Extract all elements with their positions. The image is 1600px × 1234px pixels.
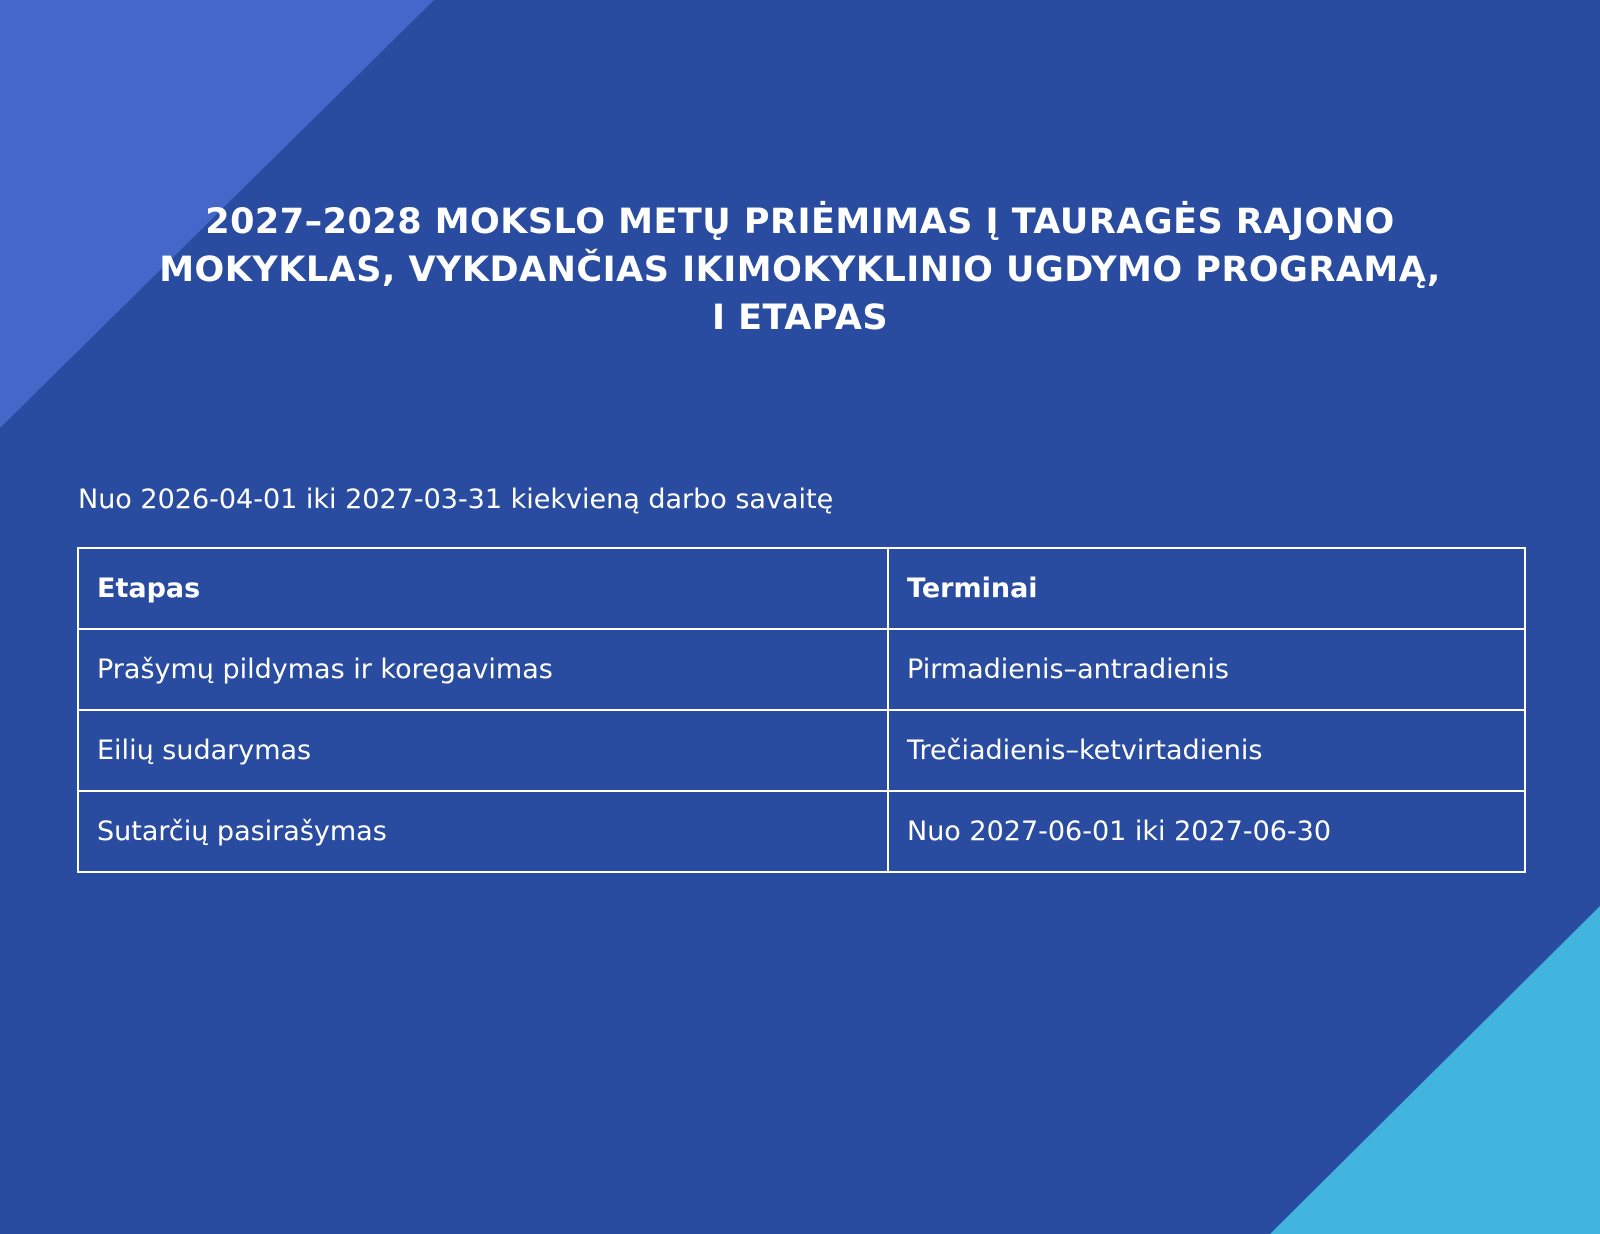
page-title-line-3: I ETAPAS [711,298,889,338]
table-row [78,629,1525,710]
schedule-period-note: Nuo 2026-04-01 iki 2027-03-31 kiekvieną darbo savaitę [78,484,834,515]
page-title-line-1: 2027–2028 MOKSLO METŲ PRIĖMIMAS Į TAURAGĖS RAJONO [205,202,1395,242]
header-stage: Etapas [78,548,888,629]
deadline-cell: Nuo 2027-06-01 iki 2027-06-30 [888,791,1525,872]
stage-cell: Prašymų pildymas ir koregavimas [78,629,888,710]
deadline-cell: Pirmadienis–antradienis [888,629,1525,710]
header-deadlines: Terminai [888,548,1525,629]
schedule-table [77,547,1526,873]
page-title-line-2: MOKYKLAS, VYKDANČIAS IKIMOKYKLINIO UGDYMO PROGRAMĄ, [159,250,1441,290]
stage-cell: Sutarčių pasirašymas [78,791,888,872]
table-row [78,710,1525,791]
table-header-row [78,548,1525,629]
deadline-cell: Trečiadienis–ketvirtadienis [888,710,1525,791]
stage-cell: Eilių sudarymas [78,710,888,791]
page-title [100,198,1500,342]
table-row [78,791,1525,872]
